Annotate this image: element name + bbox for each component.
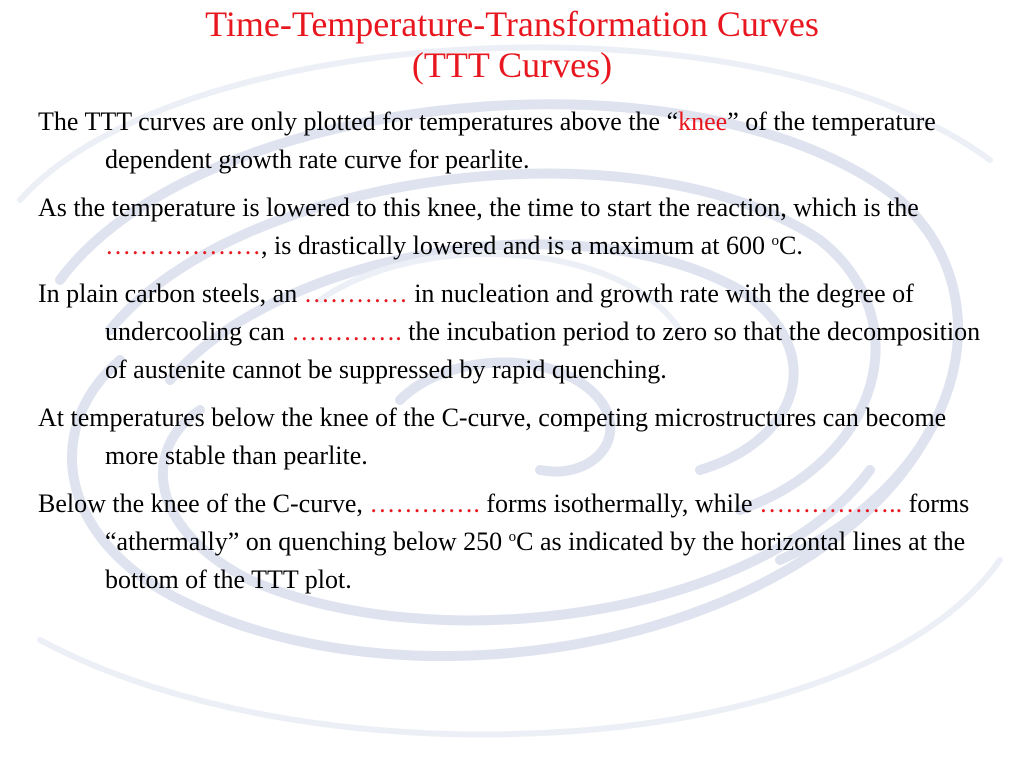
text-run: In plain carbon steels, an	[38, 279, 304, 308]
blank-placeholder: ………….	[369, 489, 480, 518]
bullet-paragraph-1	[38, 103, 998, 179]
text-run: ” of the temperature dependent growth rate curve for pearlite.	[105, 107, 936, 174]
text-run: As the temperature is lowered to this knee, the time to start the reaction, which is the	[38, 193, 919, 222]
bullet-paragraph-2	[38, 189, 998, 265]
slide-title-line-2: (TTT Curves)	[411, 45, 613, 85]
text-run: At temperatures below the knee of the C-curve, competing microstructures can become more stable than pearlite.	[38, 403, 947, 470]
text-run: in nucleation and growth rate with the degree of undercooling can	[105, 279, 914, 346]
blank-placeholder: ……………..	[759, 489, 903, 518]
slide-title-line-1: Time-Temperature-Transformation Curves	[205, 4, 819, 44]
text-run: , is drastically lowered and is a maximum at 600	[261, 231, 772, 260]
degree-superscript: o	[771, 233, 779, 249]
highlight-knee: knee	[678, 107, 728, 136]
degree-superscript: o	[508, 529, 517, 545]
slide-body	[38, 103, 998, 609]
bullet-paragraph-4	[38, 399, 998, 475]
bullet-paragraph-3	[38, 275, 998, 389]
text-run: forms “athermally” on quenching below 250	[105, 489, 970, 556]
slide-title	[0, 4, 1024, 86]
text-run: C.	[779, 231, 803, 260]
blank-placeholder: …………	[303, 279, 408, 308]
blank-placeholder: ………….	[291, 317, 402, 346]
blank-placeholder: ………………	[105, 231, 261, 260]
text-run: Below the knee of the C-curve,	[38, 489, 370, 518]
text-run: the incubation period to zero so that the decomposition of austenite cannot be suppressed by rapid quenching.	[105, 317, 981, 384]
text-run: C as indicated by the horizontal lines at the bottom of the TTT plot.	[105, 527, 966, 594]
text-run: forms isothermally, while	[479, 489, 760, 518]
bullet-paragraph-5	[38, 485, 998, 599]
text-run: The TTT curves are only plotted for temperatures above the “	[38, 107, 679, 136]
